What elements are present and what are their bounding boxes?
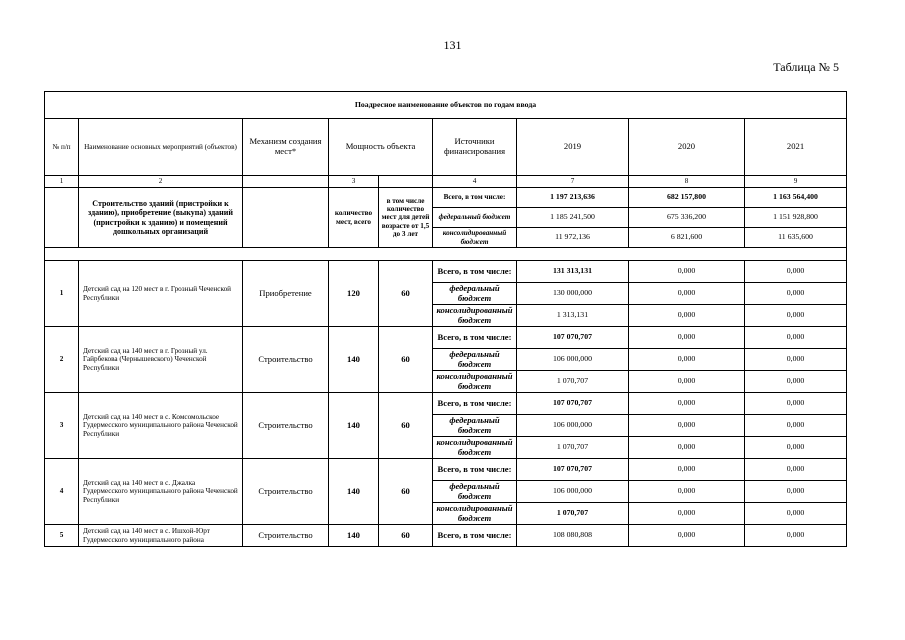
value-2021: 0,000	[745, 349, 847, 371]
value-2021: 0,000	[745, 481, 847, 503]
column-number: 7	[517, 176, 629, 188]
value-2020: 0,000	[629, 305, 745, 327]
header-no: № п/п	[45, 119, 79, 176]
summary-value-2019: 1 197 213,636	[517, 188, 629, 208]
object-no: 3	[45, 393, 79, 459]
value-2019: 131 313,131	[517, 261, 629, 283]
object-row	[45, 459, 847, 481]
object-places: 140	[329, 393, 379, 459]
object-mechanism: Строительство	[243, 459, 329, 525]
value-2021: 0,000	[745, 525, 847, 547]
object-name: Детский сад на 140 мест в с. Джалка Гудермесского муниципального района Чеченской Республики	[79, 459, 243, 525]
value-2019: 108 080,808	[517, 525, 629, 547]
value-2019: 107 070,707	[517, 393, 629, 415]
summary-value-2020: 675 336,200	[629, 208, 745, 228]
value-2020: 0,000	[629, 371, 745, 393]
header-2020: 2020	[629, 119, 745, 176]
value-2020: 0,000	[629, 327, 745, 349]
source-label: федеральный бюджет	[433, 415, 517, 437]
object-children: 60	[379, 459, 433, 525]
object-no: 2	[45, 327, 79, 393]
summary-value-2021: 1 163 564,400	[745, 188, 847, 208]
source-label: консолидированный бюджет	[433, 437, 517, 459]
column-number: 1	[45, 176, 79, 188]
value-2021: 0,000	[745, 261, 847, 283]
object-no: 4	[45, 459, 79, 525]
value-2020: 0,000	[629, 481, 745, 503]
summary-value-2020: 6 821,600	[629, 228, 745, 248]
header-name: Наименование основных мероприятий (объектов)	[79, 119, 243, 176]
column-number	[379, 176, 433, 188]
header-row	[45, 119, 847, 176]
value-2020: 0,000	[629, 393, 745, 415]
value-2019: 107 070,707	[517, 459, 629, 481]
table-title: Поадресное наименование объектов по годам ввода	[45, 92, 847, 119]
summary-row	[45, 188, 847, 208]
object-name: Детский сад на 140 мест в г. Грозный ул. Гайрбекова (Чернышевского) Чеченской Республики	[79, 327, 243, 393]
object-places: 140	[329, 327, 379, 393]
value-2019: 1 070,707	[517, 371, 629, 393]
header-capacity: Мощность объекта	[329, 119, 433, 176]
value-2019: 106 000,000	[517, 349, 629, 371]
value-2021: 0,000	[745, 415, 847, 437]
source-label: Всего, в том числе:	[433, 459, 517, 481]
object-no: 5	[45, 525, 79, 547]
value-2020: 0,000	[629, 415, 745, 437]
object-name: Детский сад на 120 мест в г. Грозный Чеченской Республики	[79, 261, 243, 327]
summary-places-label: количество мест, всего	[329, 188, 379, 248]
value-2021: 0,000	[745, 305, 847, 327]
value-2020: 0,000	[629, 349, 745, 371]
object-places: 140	[329, 525, 379, 547]
header-sources: Источники финансирования	[433, 119, 517, 176]
summary-children-label: в том числе количество мест для детей возрасте от 1,5 до 3 лет	[379, 188, 433, 248]
object-children: 60	[379, 261, 433, 327]
summary-value-2021: 1 151 928,800	[745, 208, 847, 228]
column-number-row	[45, 176, 847, 188]
object-name: Детский сад на 140 мест в с. Ишхой-Юрт Гудермесского муниципального района	[79, 525, 243, 547]
summary-value-2019: 11 972,136	[517, 228, 629, 248]
value-2020: 0,000	[629, 261, 745, 283]
value-2021: 0,000	[745, 327, 847, 349]
summary-source: консолидированный бюджет	[433, 228, 517, 248]
source-label: консолидированный бюджет	[433, 305, 517, 327]
object-places: 120	[329, 261, 379, 327]
value-2021: 0,000	[745, 371, 847, 393]
column-number: 4	[433, 176, 517, 188]
value-2019: 106 000,000	[517, 415, 629, 437]
object-mechanism: Строительство	[243, 525, 329, 547]
value-2019: 107 070,707	[517, 327, 629, 349]
summary-mechanism	[243, 188, 329, 248]
value-2020: 0,000	[629, 437, 745, 459]
value-2021: 0,000	[745, 283, 847, 305]
summary-source: федеральный бюджет	[433, 208, 517, 228]
value-2020: 0,000	[629, 283, 745, 305]
object-children: 60	[379, 525, 433, 547]
value-2020: 0,000	[629, 525, 745, 547]
value-2021: 0,000	[745, 459, 847, 481]
summary-no	[45, 188, 79, 248]
value-2019: 1 313,131	[517, 305, 629, 327]
spacer-row	[45, 248, 847, 261]
object-row	[45, 525, 847, 547]
source-label: Всего, в том числе:	[433, 393, 517, 415]
page-number: 131	[443, 38, 462, 52]
objects-table	[44, 91, 847, 547]
object-mechanism: Строительство	[243, 327, 329, 393]
value-2020: 0,000	[629, 459, 745, 481]
summary-value-2020: 682 157,800	[629, 188, 745, 208]
object-children: 60	[379, 327, 433, 393]
value-2019: 130 000,000	[517, 283, 629, 305]
header-mechanism: Механизм создания мест*	[243, 119, 329, 176]
column-number: 2	[79, 176, 243, 188]
value-2020: 0,000	[629, 503, 745, 525]
source-label: федеральный бюджет	[433, 349, 517, 371]
value-2019: 106 000,000	[517, 481, 629, 503]
object-row	[45, 393, 847, 415]
value-2021: 0,000	[745, 503, 847, 525]
column-number: 8	[629, 176, 745, 188]
source-label: федеральный бюджет	[433, 283, 517, 305]
object-row	[45, 261, 847, 283]
table-label: Таблица № 5	[773, 60, 839, 74]
source-label: федеральный бюджет	[433, 481, 517, 503]
column-number	[243, 176, 329, 188]
spacer-cell	[45, 248, 847, 261]
column-number: 3	[329, 176, 379, 188]
value-2019: 1 070,707	[517, 437, 629, 459]
source-label: консолидированный бюджет	[433, 503, 517, 525]
object-mechanism: Строительство	[243, 393, 329, 459]
header-2019: 2019	[517, 119, 629, 176]
value-2021: 0,000	[745, 393, 847, 415]
summary-name: Строительство зданий (пристройки к зданию), приобретение (выкупа) зданий (пристройки к зданию) и помещений дошкольных организаций	[79, 188, 243, 248]
object-row	[45, 327, 847, 349]
value-2021: 0,000	[745, 437, 847, 459]
object-places: 140	[329, 459, 379, 525]
source-label: Всего, в том числе:	[433, 327, 517, 349]
summary-value-2019: 1 185 241,500	[517, 208, 629, 228]
object-children: 60	[379, 393, 433, 459]
object-no: 1	[45, 261, 79, 327]
source-label: Всего, в том числе:	[433, 525, 517, 547]
summary-value-2021: 11 635,600	[745, 228, 847, 248]
summary-source: Всего, в том числе:	[433, 188, 517, 208]
column-number: 9	[745, 176, 847, 188]
object-name: Детский сад на 140 мест в с. Комсомольское Гудермесского муниципального района Чеченской Республики	[79, 393, 243, 459]
header-2021: 2021	[745, 119, 847, 176]
title-row	[45, 92, 847, 119]
object-mechanism: Приобретение	[243, 261, 329, 327]
source-label: Всего, в том числе:	[433, 261, 517, 283]
value-2019: 1 070,707	[517, 503, 629, 525]
source-label: консолидированный бюджет	[433, 371, 517, 393]
